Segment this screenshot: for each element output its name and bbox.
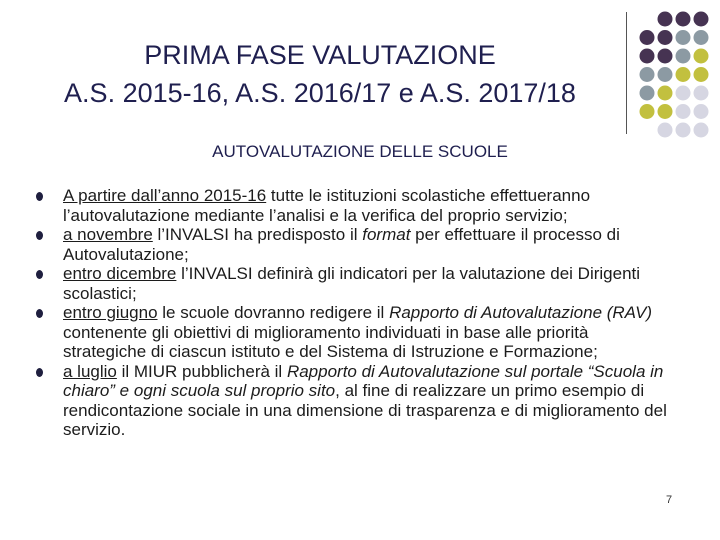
decor-dot — [640, 104, 655, 119]
decor-dot — [658, 67, 673, 82]
bullet-text: il MIUR pubblicherà il — [116, 361, 287, 381]
bullet-item — [32, 186, 672, 225]
decor-dot — [676, 30, 691, 45]
decor-dot — [676, 49, 691, 64]
bullet-text: format — [362, 225, 411, 244]
decor-dot — [658, 104, 673, 119]
bullet-item — [32, 303, 672, 362]
bullet-text: , al fine di realizzare un primo esempio di rendicontazione sociale in una dimensione di trasparenza e di miglioramento del servizio. — [63, 381, 667, 439]
slide-subtitle: AUTOVALUTAZIONE DELLE SCUOLE — [212, 142, 508, 161]
decor-dot — [676, 123, 691, 138]
bullet-dot-icon — [36, 192, 43, 201]
decor-dot — [658, 49, 673, 64]
bullet-dot-icon — [36, 231, 43, 240]
bullet-text: l’INVALSI definirà gli indicatori per la valutazione dei Dirigenti scolastici; — [63, 264, 641, 303]
title-divider — [626, 12, 627, 134]
bullet-date-label: a luglio — [63, 361, 117, 381]
decor-dot — [694, 104, 709, 119]
decor-dot — [658, 30, 673, 45]
decorative-dot-grid — [638, 10, 716, 142]
bullet-text: Rapporto di Autovalutazione (RAV) — [389, 303, 653, 322]
slide-title-line-2: A.S. 2015-16, A.S. 2016/17 e A.S. 2017/18 — [64, 78, 576, 108]
bullet-item — [32, 225, 672, 264]
decor-dot — [676, 67, 691, 82]
decor-dot — [658, 12, 673, 27]
bullet-text: le scuole dovranno redigere il — [157, 303, 390, 322]
decor-dot — [694, 12, 709, 27]
page-number: 7 — [666, 494, 673, 506]
bullet-text: tutte le istituzioni scolastiche effettueranno l’autovalutazione mediante l’analisi e la verifica del proprio servizio; — [63, 186, 591, 225]
decor-dot — [640, 67, 655, 82]
bullet-date-label: entro giugno — [63, 303, 158, 322]
bullet-text: l’INVALSI ha predisposto il — [152, 225, 363, 244]
bullet-dot-icon — [36, 368, 43, 377]
decor-dot — [694, 123, 709, 138]
slide-title — [20, 36, 620, 112]
decor-dot — [694, 49, 709, 64]
decor-dot — [676, 12, 691, 27]
decor-dot — [676, 104, 691, 119]
decor-dot — [694, 67, 709, 82]
bullet-text: contenente gli obiettivi di miglioramento individuati in base alle priorità strategiche di ciascun istituto e del Sistema di Istruzione e Formazione; — [63, 322, 598, 361]
decor-dot — [640, 86, 655, 101]
decor-dot — [640, 30, 655, 45]
decor-dot — [658, 123, 673, 138]
bullet-item — [32, 264, 672, 303]
decor-dot — [658, 86, 673, 101]
bullet-date-label: A partire dall’anno 2015-16 — [63, 186, 267, 205]
decor-dot — [640, 49, 655, 64]
decor-dot — [694, 30, 709, 45]
bullet-date-label: a novembre — [63, 225, 153, 244]
bullet-text: Rapporto di Autovalutazione sul portale “Scuola in chiaro” e ogni scuola sul proprio sito — [63, 361, 664, 400]
bullet-list — [32, 186, 672, 440]
bullet-item — [32, 362, 672, 440]
bullet-dot-icon — [36, 270, 43, 279]
bullet-text: per effettuare il processo di Autovalutazione; — [63, 225, 620, 264]
bullet-date-label: entro dicembre — [63, 264, 177, 283]
bullet-dot-icon — [36, 309, 43, 318]
slide-title-line-1: PRIMA FASE VALUTAZIONE — [144, 40, 496, 70]
decor-dot — [676, 86, 691, 101]
decor-dot — [694, 86, 709, 101]
